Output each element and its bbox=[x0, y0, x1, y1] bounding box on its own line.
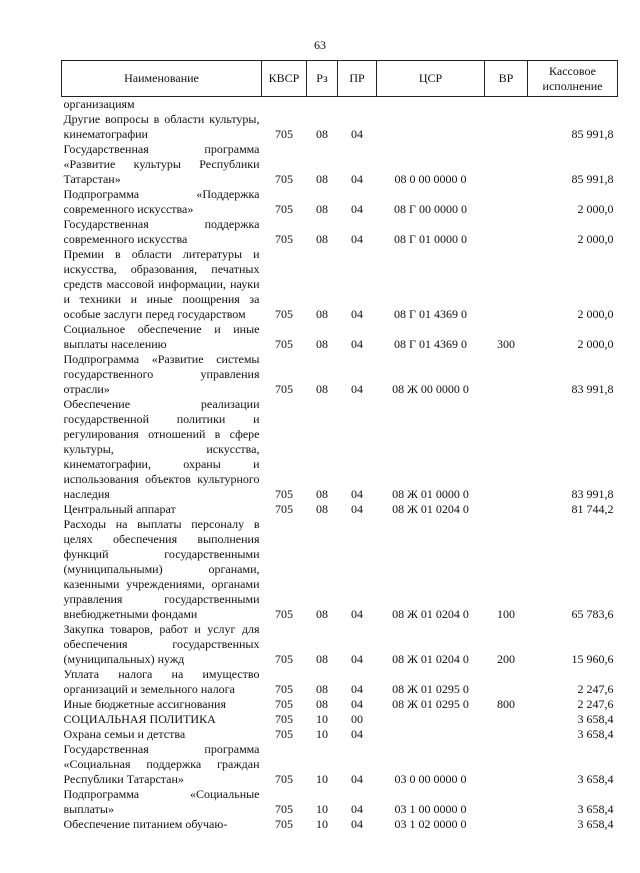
cell-csr: 08 Ж 01 0295 0 bbox=[392, 697, 469, 711]
table-row bbox=[62, 697, 618, 712]
cell-name: Премии в области литературы и искусства, образования, печатных средств массовой информации, науки и техники и иные поощрения за особые заслуги перед государством bbox=[63, 247, 260, 321]
cell-pr bbox=[338, 97, 377, 113]
cell-pr: 04 bbox=[351, 502, 363, 516]
cell-kvsr: 705 bbox=[275, 712, 293, 726]
table-row bbox=[62, 667, 618, 697]
cell-csr: 08 Ж 01 0295 0 bbox=[392, 682, 469, 696]
cell-kvsr: 705 bbox=[275, 307, 293, 321]
cell-name: Подпрограмма «Социальные выплаты» bbox=[63, 787, 260, 816]
table-row bbox=[62, 517, 618, 622]
table-row bbox=[62, 502, 618, 517]
cell-vr bbox=[485, 112, 528, 142]
cell-rz: 10 bbox=[316, 772, 328, 786]
page-number: 63 bbox=[314, 38, 326, 52]
cell-vr bbox=[485, 817, 528, 832]
cell-kvsr: 705 bbox=[275, 682, 293, 696]
cell-amount: 3 658,4 bbox=[577, 817, 614, 831]
table-row bbox=[62, 787, 618, 817]
cell-vr bbox=[485, 667, 528, 697]
cell-csr bbox=[377, 727, 485, 742]
cell-vr: 800 bbox=[497, 697, 515, 711]
cell-kvsr: 705 bbox=[275, 502, 293, 516]
table-row bbox=[62, 322, 618, 352]
cell-csr: 08 Ж 01 0204 0 bbox=[392, 607, 469, 621]
cell-amount: 3 658,4 bbox=[577, 802, 614, 816]
cell-pr: 04 bbox=[351, 697, 363, 711]
cell-amount: 2 000,0 bbox=[577, 337, 614, 351]
cell-vr: 200 bbox=[497, 652, 515, 666]
cell-name: Обеспечение реализации государственной политики и регулирования отношений в сфере культуры, искусства, кинематографии, охраны и использования объектов культурного наследия bbox=[63, 397, 260, 501]
cell-pr: 04 bbox=[351, 652, 363, 666]
cell-vr bbox=[485, 397, 528, 502]
cell-rz: 08 bbox=[316, 487, 328, 501]
table-row bbox=[62, 622, 618, 667]
cell-name: Расходы на выплаты персоналу в целях обеспечения выполнения функций государственными (муниципальными) органами, казенными учреждениями, органами управления государственными внебюджетными фондами bbox=[63, 517, 260, 621]
cell-vr bbox=[485, 787, 528, 817]
cell-csr: 08 Ж 01 0000 0 bbox=[392, 487, 469, 501]
cell-rz: 10 bbox=[316, 727, 328, 741]
cell-name: Охрана семьи и детства bbox=[63, 727, 186, 741]
cell-pr: 04 bbox=[351, 607, 363, 621]
cell-csr: 08 Ж 01 0204 0 bbox=[392, 502, 469, 516]
cell-pr: 04 bbox=[351, 232, 363, 246]
cell-rz: 08 bbox=[316, 127, 328, 141]
cell-name: Подпрограмма «Развитие системы государственного управления отрасли» bbox=[63, 352, 260, 396]
cell-amount: 3 658,4 bbox=[577, 712, 614, 726]
cell-name: Уплата налога на имущество организаций и земельного налога bbox=[63, 667, 260, 696]
cell-vr bbox=[485, 727, 528, 742]
cell-amount: 2 000,0 bbox=[577, 232, 614, 246]
cell-amount: 85 991,8 bbox=[571, 172, 614, 186]
table-row bbox=[62, 352, 618, 397]
cell-csr bbox=[377, 712, 485, 727]
cell-csr: 03 0 00 0000 0 bbox=[394, 772, 467, 786]
cell-kvsr: 705 bbox=[275, 652, 293, 666]
cell-pr: 04 bbox=[351, 172, 363, 186]
cell-pr: 04 bbox=[351, 727, 363, 741]
cell-pr: 04 bbox=[351, 127, 363, 141]
cell-csr: 03 1 02 0000 0 bbox=[394, 817, 467, 831]
table-row bbox=[62, 112, 618, 142]
cell-name: Центральный аппарат bbox=[63, 502, 176, 516]
cell-name: Государственная программа «Развитие культуры Республики Татарстан» bbox=[63, 142, 260, 186]
cell-rz bbox=[307, 97, 338, 113]
cell-csr: 03 1 00 0000 0 bbox=[394, 802, 467, 816]
cell-pr: 04 bbox=[351, 772, 363, 786]
cell-name: Закупка товаров, работ и услуг для обеспечения государственных (муниципальных) нужд bbox=[63, 622, 260, 666]
cell-kvsr bbox=[262, 97, 307, 113]
cell-name: Иные бюджетные ассигнования bbox=[63, 697, 226, 711]
cell-rz: 08 bbox=[316, 202, 328, 216]
cell-amount: 85 991,8 bbox=[571, 127, 614, 141]
cell-vr bbox=[485, 352, 528, 397]
cell-pr: 04 bbox=[351, 382, 363, 396]
cell-amount: 15 960,6 bbox=[571, 652, 614, 666]
cell-csr: 08 Г 01 0000 0 bbox=[394, 232, 467, 246]
cell-name: Другие вопросы в области культуры, кинематографии bbox=[63, 112, 260, 141]
cell-rz: 10 bbox=[316, 817, 328, 831]
cell-csr bbox=[377, 112, 485, 142]
cell-amount: 3 658,4 bbox=[577, 772, 614, 786]
cell-amount: 83 991,8 bbox=[571, 382, 614, 396]
cell-amount: 2 247,6 bbox=[577, 682, 614, 696]
cell-name: организациям bbox=[63, 97, 135, 111]
cell-vr bbox=[485, 142, 528, 187]
cell-name: Государственная программа «Социальная поддержка граждан Республики Татарстан» bbox=[63, 742, 260, 786]
cell-csr: 08 Г 00 0000 0 bbox=[394, 202, 467, 216]
cell-kvsr: 705 bbox=[275, 232, 293, 246]
cell-amount: 65 783,6 bbox=[571, 607, 614, 621]
cell-pr: 04 bbox=[351, 202, 363, 216]
cell-pr: 04 bbox=[351, 682, 363, 696]
cell-csr: 08 0 00 0000 0 bbox=[394, 172, 467, 186]
cell-kvsr: 705 bbox=[275, 727, 293, 741]
cell-vr bbox=[485, 742, 528, 787]
cell-amount bbox=[528, 97, 618, 113]
cell-csr: 08 Г 01 4369 0 bbox=[394, 307, 467, 321]
cell-csr bbox=[377, 97, 485, 113]
cell-vr bbox=[485, 217, 528, 247]
cell-rz: 10 bbox=[316, 802, 328, 816]
cell-kvsr: 705 bbox=[275, 607, 293, 621]
cell-pr: 04 bbox=[351, 307, 363, 321]
cell-vr bbox=[485, 187, 528, 217]
cell-pr: 00 bbox=[351, 712, 363, 726]
cell-vr: 100 bbox=[497, 607, 515, 621]
cell-rz: 08 bbox=[316, 502, 328, 516]
cell-amount: 83 991,8 bbox=[571, 487, 614, 501]
cell-vr bbox=[485, 97, 528, 113]
cell-rz: 08 bbox=[316, 172, 328, 186]
cell-name: Государственная поддержка современного искусства bbox=[63, 217, 260, 246]
table-row bbox=[62, 142, 618, 187]
cell-vr bbox=[485, 502, 528, 517]
cell-kvsr: 705 bbox=[275, 817, 293, 831]
budget-table bbox=[61, 60, 618, 832]
header-vr: ВР bbox=[485, 61, 528, 97]
cell-kvsr: 705 bbox=[275, 337, 293, 351]
header-kvsr: КВСР bbox=[262, 61, 307, 97]
cell-kvsr: 705 bbox=[275, 802, 293, 816]
cell-kvsr: 705 bbox=[275, 772, 293, 786]
cell-amount: 81 744,2 bbox=[571, 502, 614, 516]
cell-pr: 04 bbox=[351, 802, 363, 816]
table-row bbox=[62, 187, 618, 217]
cell-vr bbox=[485, 247, 528, 322]
header-amount: Кассовое исполнение bbox=[528, 61, 618, 97]
cell-rz: 08 bbox=[316, 607, 328, 621]
cell-kvsr: 705 bbox=[275, 382, 293, 396]
table-row bbox=[62, 712, 618, 727]
table-row bbox=[62, 742, 618, 787]
header-name: Наименование bbox=[62, 61, 262, 97]
cell-csr: 08 Г 01 4369 0 bbox=[394, 337, 467, 351]
table-row bbox=[62, 97, 618, 113]
cell-name: Социальное обеспечение и иные выплаты населению bbox=[63, 322, 260, 351]
cell-name: Подпрограмма «Поддержка современного искусства» bbox=[63, 187, 260, 216]
cell-amount: 2 000,0 bbox=[577, 202, 614, 216]
cell-rz: 08 bbox=[316, 697, 328, 711]
cell-rz: 08 bbox=[316, 232, 328, 246]
header-pr: ПР bbox=[338, 61, 377, 97]
cell-rz: 08 bbox=[316, 682, 328, 696]
cell-name: СОЦИАЛЬНАЯ ПОЛИТИКА bbox=[63, 712, 216, 726]
table-body bbox=[62, 97, 618, 833]
cell-rz: 08 bbox=[316, 337, 328, 351]
cell-pr: 04 bbox=[351, 817, 363, 831]
cell-kvsr: 705 bbox=[275, 487, 293, 501]
table-header bbox=[62, 61, 618, 97]
cell-vr bbox=[485, 712, 528, 727]
cell-rz: 08 bbox=[316, 307, 328, 321]
cell-kvsr: 705 bbox=[275, 697, 293, 711]
cell-kvsr: 705 bbox=[275, 127, 293, 141]
cell-pr: 04 bbox=[351, 337, 363, 351]
cell-amount: 2 247,6 bbox=[577, 697, 614, 711]
cell-csr: 08 Ж 01 0204 0 bbox=[392, 652, 469, 666]
table-row bbox=[62, 217, 618, 247]
header-rz: Рз bbox=[307, 61, 338, 97]
cell-pr: 04 bbox=[351, 487, 363, 501]
cell-amount: 3 658,4 bbox=[577, 727, 614, 741]
cell-kvsr: 705 bbox=[275, 172, 293, 186]
cell-vr: 300 bbox=[497, 337, 515, 351]
cell-csr: 08 Ж 00 0000 0 bbox=[392, 382, 469, 396]
table-row bbox=[62, 397, 618, 502]
table-row bbox=[62, 247, 618, 322]
table-row bbox=[62, 727, 618, 742]
cell-rz: 08 bbox=[316, 652, 328, 666]
cell-kvsr: 705 bbox=[275, 202, 293, 216]
header-csr: ЦСР bbox=[377, 61, 485, 97]
cell-rz: 10 bbox=[316, 712, 328, 726]
cell-rz: 08 bbox=[316, 382, 328, 396]
cell-name: Обеспечение питанием обучаю- bbox=[63, 817, 228, 831]
cell-amount: 2 000,0 bbox=[577, 307, 614, 321]
table-row bbox=[62, 817, 618, 832]
